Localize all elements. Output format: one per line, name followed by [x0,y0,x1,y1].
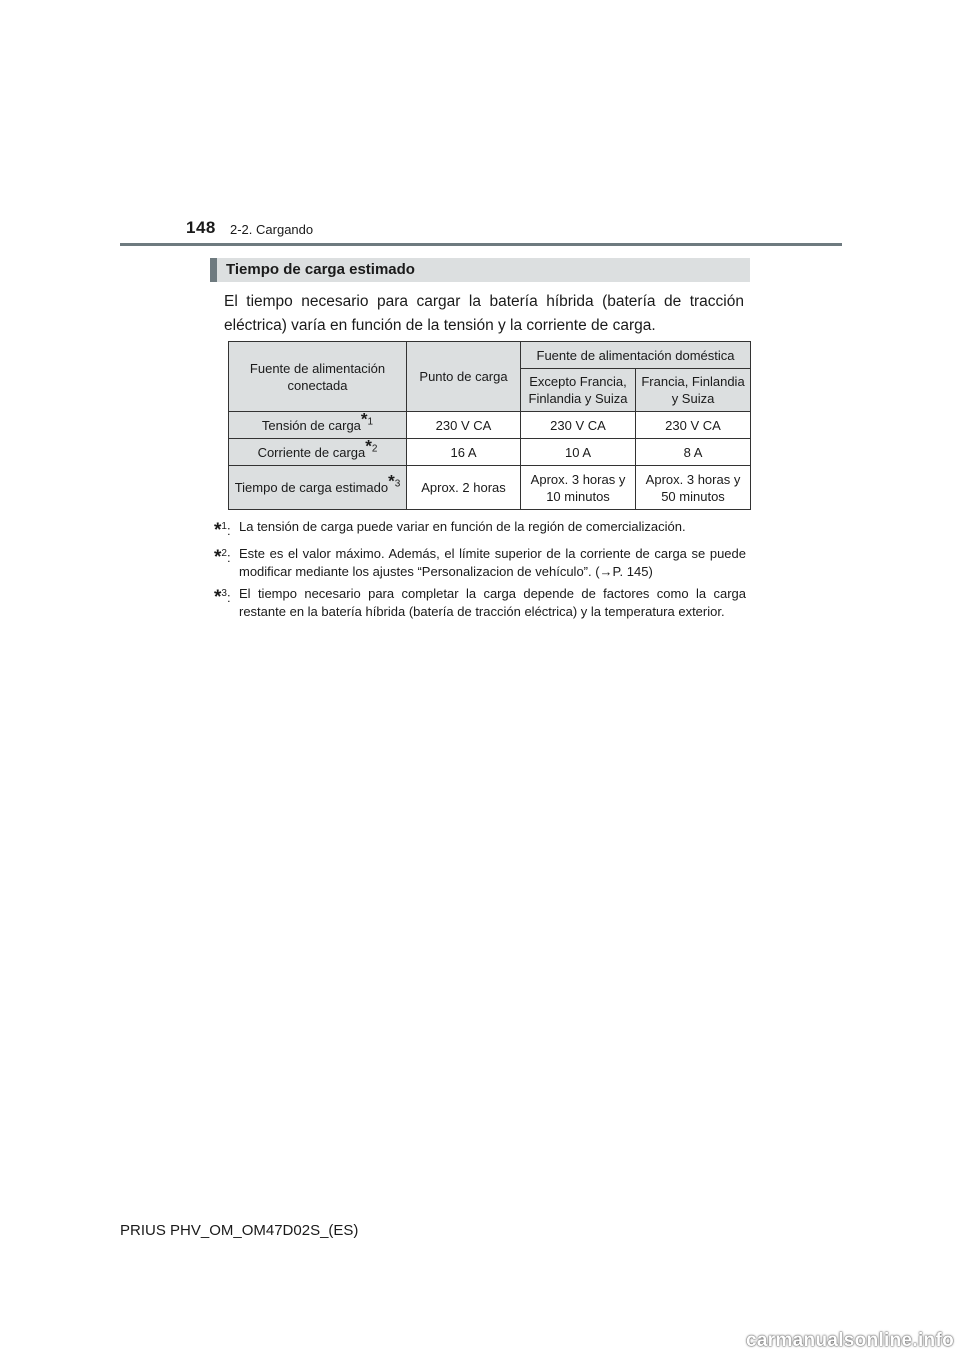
asterisk-mark: * [214,587,222,608]
header-excepto [521,369,636,412]
breadcrumb: 2-2. Cargando [230,222,314,237]
note-number: 1 [367,416,374,428]
footnote-text: El tiempo necesario para completar la carga depende de factores como la carga restante en la batería híbrida (batería de tracción eléctrica) y la temperatura exterior. [239,586,746,619]
asterisk-mark: * [214,520,222,541]
header-point-text: Punto de carga [419,369,508,384]
watermark-link[interactable]: carmanualsonline.info [746,1330,954,1351]
footnote-text: La tensión de carga puede variar en función de la región de comercialización. [239,519,686,534]
footnote-marker: *$^2$: [214,547,231,568]
asterisk-mark: * [214,547,222,568]
cell-excepto: 10 A [521,439,636,466]
footnote-marker: *$^1$: [214,520,231,541]
cell-point: Aprox. 2 horas [407,466,521,510]
note-number: 2 [371,443,378,455]
section-heading [210,258,750,282]
footnote [214,545,746,581]
document-code: PRIUS PHV_OM_OM47D02S_(ES) [120,1222,359,1239]
cell-francia: 8 A [636,439,751,466]
header-francia-text: Francia, Finlandia y Suiza [641,374,745,406]
header-excepto-text: Excepto Francia, Finlandia y Suiza [528,374,628,406]
cell-francia: 230 V CA [636,412,751,439]
charge-time-table [228,341,751,510]
asterisk-mark: * [365,436,372,456]
footnote-number: 2 [221,548,227,559]
footnote-text: Este es el valor máximo. Además, el límite superior de la corriente de carga se puede modificar mediante los ajustes “Personalizacion de vehículo”. (→P. 145) [239,546,746,579]
header-domestic [521,342,751,369]
footnote [214,518,746,541]
asterisk-mark: * [360,409,368,429]
page-number: 148 [186,218,216,237]
header-source-text: Fuente de alimentación conectada [249,360,386,393]
footnote [214,585,746,621]
row-label-text: Corriente de carga [257,444,366,460]
header-rule [120,243,842,246]
table-row [229,439,751,466]
row-label [229,466,407,510]
cell-point: 230 V CA [407,412,521,439]
header-domestic-text: Fuente de alimentación doméstica [536,347,735,363]
cell-francia: Aprox. 3 horas y 50 minutos [636,466,751,510]
intro-paragraph: El tiempo necesario para cargar la batería híbrida (batería de tracción eléctrica) varía en función de la tensión y la corriente de carga. [224,293,744,334]
section-heading-text: Tiempo de carga estimado [226,261,415,278]
table-row [229,466,751,510]
row-label [229,409,407,439]
footnote-number: 1 [221,521,227,532]
note-number: 3 [394,478,401,490]
header-point [407,342,521,412]
header-francia [636,369,751,412]
table-row [229,412,751,439]
footnote-number: 3 [221,588,227,599]
cell-excepto: 230 V CA [521,412,636,439]
row-label-text: Tensión de carga [261,417,361,433]
cell-excepto: Aprox. 3 horas y 10 minutos [521,466,636,510]
footnote-marker: *$^3$: [214,587,231,608]
row-label [229,436,407,466]
cell-point: 16 A [407,439,521,466]
header-source [229,342,407,412]
row-label-text: Tiempo de carga estimado [234,480,389,495]
asterisk-mark: * [388,471,395,491]
